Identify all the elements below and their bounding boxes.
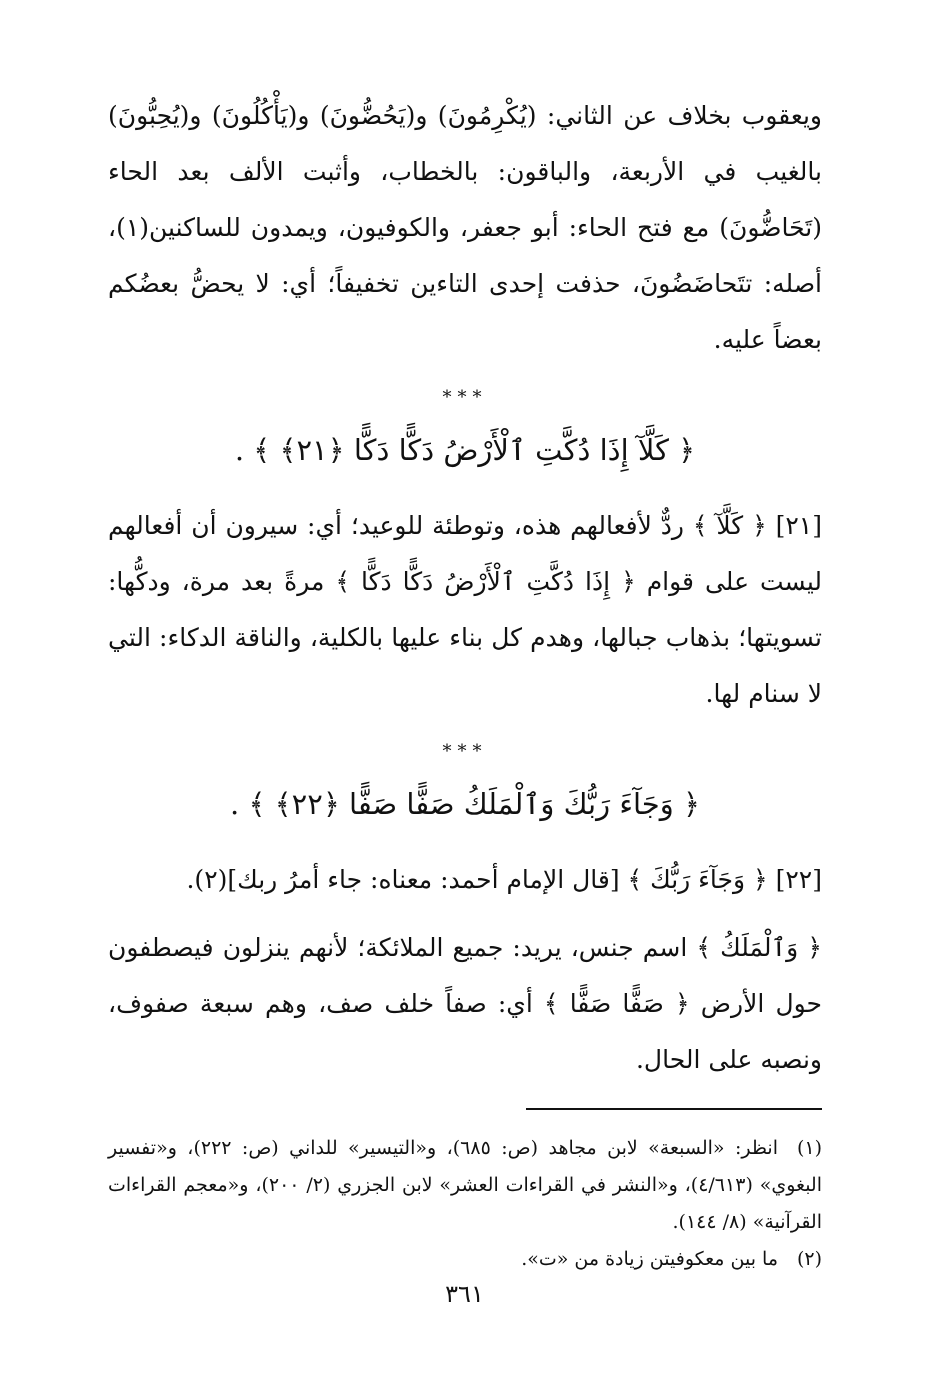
footnote-divider [526, 1108, 822, 1110]
footnote-1 [108, 1130, 822, 1241]
page-number: ٣٦١ [445, 1280, 484, 1308]
paragraph-commentary-21: [٢١] ﴿ كَلَّآ ﴾ ردٌّ لأفعالهم هذه، وتوطئة للوعيد؛ أي: سيرون أن أفعالهم ليست على قوام ﴿ إِذَا دُكَّتِ ٱلْأَرْضُ دَكًّا دَكًّا ﴾ مرةً بعد مرة، ودكُّها: تسويتها؛ بذهاب جبالها، وهدم كل بناء عليها بالكلية، والناقة الدكاء: التي لا سنام لها. [108, 511, 822, 708]
section-separator: *** [442, 387, 488, 408]
footnote-number: (١) [796, 1137, 822, 1159]
section-separator: *** [442, 741, 488, 762]
footnote-2 [108, 1241, 822, 1278]
paragraph-angels: ﴿ وَٱلْمَلَكُ ﴾ اسم جنس، يريد: جميع الملائكة؛ لأنهم ينزلون فيصطفون حول الأرض ﴿ صَفًّا صَفًّا ﴾ أي: صفاً خلف صف، وهم سبعة صفوف، ونصبه على الحال. [108, 933, 822, 1074]
verse-21: ﴿ كَلَّآ إِذَا دُكَّتِ ٱلْأَرْضُ دَكًّا دَكًّا ﴿٢١﴾ ﴾ . [234, 433, 696, 467]
page-content [108, 88, 822, 1278]
paragraph-commentary-22: [٢٢] ﴿ وَجَآءَ رَبُّكَ ﴾ [قال الإمام أحمد: معناه: جاء أمرُ ربك](٢). [186, 865, 822, 894]
footnote-text: انظر: «السبعة» لابن مجاهد (ص: ٦٨٥)، و«التيسير» للداني (ص: ٢٢٢)، و«تفسير البغوي» (٤/٦١٣)، و«النشر في القراءات العشر» لابن الجزري (٢/ ٢٠٠)، و«معجم القراءات القرآنية» (٨/ ١٤٤). [108, 1137, 822, 1233]
paragraph-readings: ويعقوب بخلاف عن الثاني: (يُكْرِمُونَ) و(يَحُضُّونَ) و(يَأْكُلُونَ) و(يُحِبُّونَ) بالغيب في الأربعة، والباقون: بالخطاب، وأثبت الألف بعد الحاء (تَحَاضُّونَ) مع فتح الحاء: أبو جعفر، والكوفيون، ويمدون للساكنين(١)، أصله: تتَحاضَضُونَ، حذفت إحدى التاءين تخفيفاً؛ أي: لا يحضُّ بعضُكم بعضاً عليه. [108, 101, 822, 354]
footnote-number: (٢) [796, 1248, 822, 1270]
verse-22: ﴿ وَجَآءَ رَبُّكَ وَٱلْمَلَكُ صَفًّا صَفًّا ﴿٢٢﴾ ﴾ . [230, 787, 700, 821]
paragraph-gap [108, 908, 822, 920]
footnote-text: ما بين معكوفيتن زيادة من «ت». [521, 1248, 778, 1270]
